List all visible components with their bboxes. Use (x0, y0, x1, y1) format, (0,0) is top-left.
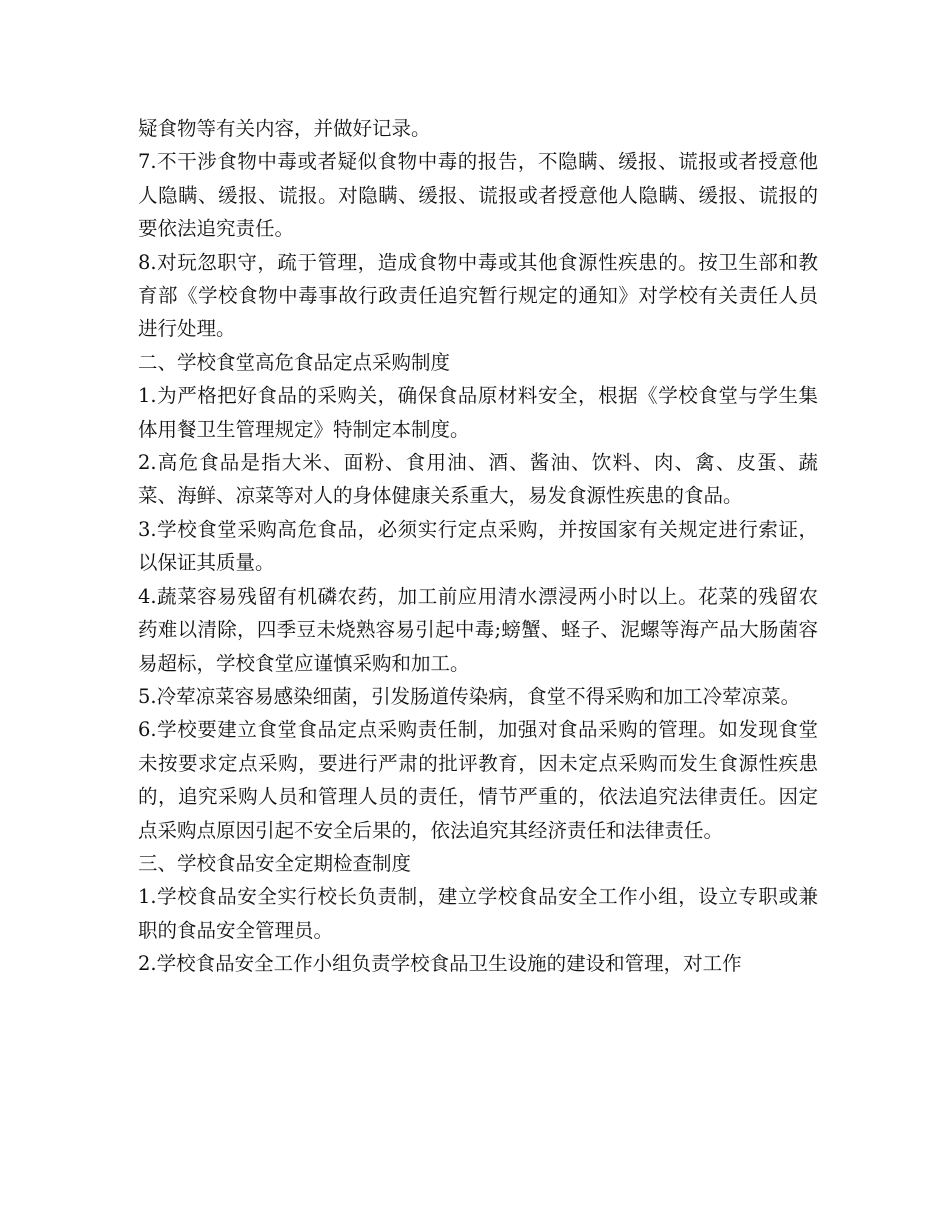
section-heading-3: 三、学校食品安全定期检查制度 (138, 851, 412, 875)
paragraph-item-7: 7.不干涉食物中毒或者疑似食物中毒的报告，不隐瞒、缓报、谎报或者授意他人隐瞒、缓报、谎报。对隐瞒、缓报、谎报或者授意他人隐瞒、缓报、谎报的要依法追究责任。 (138, 150, 818, 241)
paragraph-item-2: 2.高危食品是指大米、面粉、食用油、酒、酱油、饮料、肉、禽、皮蛋、蔬菜、海鲜、凉菜等对人的身体健康关系重大，易发食源性疾患的食品。 (138, 451, 818, 508)
paragraph-item-1: 1.为严格把好食品的采购关，确保食品原材料安全，根据《学校食堂与学生集体用餐卫生管理规定》特制定本制度。 (138, 384, 818, 441)
paragraph-item-2: 2.学校食品安全工作小组负责学校食品卫生设施的建设和管理，对工作 (138, 952, 742, 976)
paragraph-item-5: 5.冷荤凉菜容易感染细菌，引发肠道传染病，食堂不得采购和加工冷荤凉菜。 (138, 684, 801, 708)
paragraph-item-4: 4.蔬菜容易残留有机磷农药，加工前应用清水漂浸两小时以上。花菜的残留农药难以清除，四季豆未烧熟容易引起中毒;螃蟹、蛏子、泥螺等海产品大肠菌容易超标，学校食堂应谨慎采购和加工。 (138, 584, 818, 675)
paragraph-item-8: 8.对玩忽职守，疏于管理，造成食物中毒或其他食源性疾患的。按卫生部和教育部《学校食物中毒事故行政责任追究暂行规定的通知》对学校有关责任人员进行处理。 (138, 250, 818, 341)
paragraph-item-6: 6.学校要建立食堂食品定点采购责任制，加强对食品采购的管理。如发现食堂未按要求定点采购，要进行严肃的批评教育，因未定点采购而发生食源性疾患的，追究采购人员和管理人员的责任，情节严重的，依法追究法律责任。因定点采购点原因引起不安全后果的，依法追究其经济责任和法律责任。 (138, 718, 818, 842)
section-heading-2: 二、学校食堂高危食品定点采购制度 (138, 350, 451, 374)
paragraph-continuation: 疑食物等有关内容，并做好记录。 (138, 117, 431, 140)
paragraph-item-1: 1.学校食品安全实行校长负责制，建立学校食品安全工作小组，设立专职或兼职的食品安全管理员。 (138, 885, 818, 942)
document-page (138, 112, 818, 981)
paragraph-item-3: 3.学校食堂采购高危食品，必须实行定点采购，并按国家有关规定进行索证，以保证其质量。 (138, 517, 818, 575)
